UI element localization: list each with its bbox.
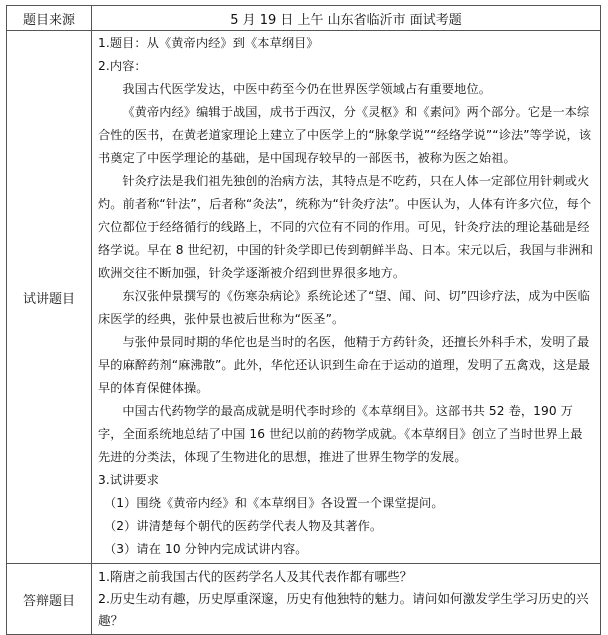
trial-row [7, 31, 601, 564]
requirement-item: （3）请在 10 分钟内完成试讲内容。 [104, 542, 308, 556]
requirement-item: （2）讲清楚每个朝代的医药学代表人物及其著作。 [104, 519, 383, 533]
trial-content-heading: 2.内容： [98, 59, 147, 73]
trial-content-cell [92, 31, 601, 564]
source-label: 题目来源 [7, 6, 92, 31]
exam-table [6, 5, 601, 635]
trial-paragraph: 中国古代药物学的最高成就是明代李时珍的《本草纲目》。这部书共 52 卷，190 万字，全面系统地总结了中国 16 世纪以前的药物学成就。《本草纲目》创立了当时世界上最先进的分类法，体现了生物进化的思想，推进了世界生物学的发展。 [98, 404, 583, 464]
trial-content [92, 31, 600, 563]
defense-content [92, 564, 600, 634]
exam-title: 5 月 19 日 上午 山东省临沂市 面试考题 [92, 6, 601, 31]
trial-label: 试讲题目 [7, 31, 92, 564]
defense-question: 2.历史生动有趣，历史厚重深邃，历史有他独特的魅力。请问如何激发学生学习历史的兴趣？ [98, 591, 589, 628]
exam-sheet [6, 5, 600, 628]
defense-question: 1.隋唐之前我国古代的医药学名人及其代表作都有哪些？ [98, 569, 413, 584]
trial-paragraph: 针灸疗法是我们祖先独创的治病方法，其特点是不吃药，只在人体一定部位用针刺或火灼。前者称“针法”，后者称“灸法”，统称为“针灸疗法”。中医认为，人体有许多穴位，每个穴位都位于经络循行的线路上，不同的穴位有不同的作用。可见，针灸疗法的理论基础是经络学说。早在 8 世纪初，中国的针灸学即已传到朝鲜半岛、日本。宋元以后，我国与非洲和欧洲交往不断加强，针灸学逐渐被介绍到世界很多地方。 [98, 174, 594, 280]
requirements-heading: 3.试讲要求 [98, 473, 159, 487]
trial-paragraph: 我国古代医学发达，中医中药至今仍在世界医学领域占有重要地位。 [122, 82, 492, 96]
trial-paragraph: 东汉张仲景撰写的《伤寒杂病论》系统论述了“望、闻、问、切”四诊疗法，成为中医临床医学的经典，张仲景也被后世称为“医圣”。 [98, 289, 590, 326]
header-row [7, 6, 601, 31]
defense-row [7, 564, 601, 635]
trial-paragraph: 《黄帝内经》编辑于战国，成书于西汉，分《灵枢》和《素问》两个部分。它是一本综合性的医书，在黄老道家理论上建立了中医学上的“脉象学说”“经络学说”“诊法”等学说，该书奠定了中医学理论的基础，是中国现存较早的一部医书，被称为医之始祖。 [98, 105, 592, 165]
defense-content-cell [92, 564, 601, 635]
requirement-item: （1）围绕《黄帝内经》和《本草纲目》各设置一个课堂提问。 [104, 496, 444, 510]
trial-topic: 1.题目：从《黄帝内经》到《本草纲目》 [98, 36, 319, 50]
defense-label: 答辩题目 [7, 564, 92, 635]
trial-paragraph: 与张仲景同时期的华佗也是当时的名医，他精于方药针灸，还擅长外科手术，发明了最早的麻醉药剂“麻沸散”。此外，华佗还认识到生命在于运动的道理，发明了五禽戏，这是最早的体育保健体操。 [98, 335, 591, 395]
